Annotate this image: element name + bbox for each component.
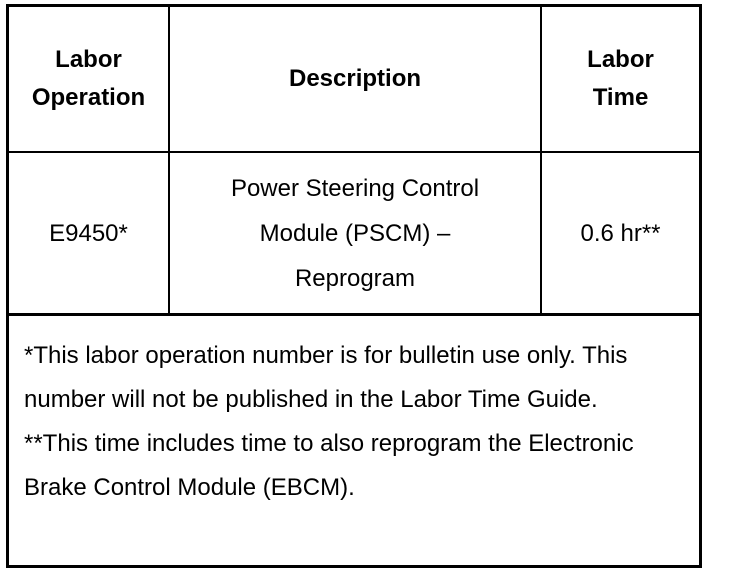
header-labor-operation-text: Labor Operation [31,46,146,111]
row-divider [9,313,699,316]
footnote: *This labor operation number is for bulletin use only. This number will not be published in the Labor Time Guide. **This time includes time to also reprogram the Electronic Brake Control Module (EBCM). [24,342,634,501]
header-labor-time-text: Labor Time [587,46,654,111]
labor-table [6,4,702,568]
labor-time-value: 0.6 hr** [580,219,661,247]
cell-description [170,153,540,313]
description-value: Power Steering Control Module (PSCM) – Reprogram [230,174,480,292]
header-labor-time [542,7,699,151]
cell-labor-time [542,153,699,313]
header-labor-operation [9,7,168,151]
labor-operation-value: E9450* [49,219,128,247]
header-description [170,7,540,151]
header-description-text: Description [288,65,422,92]
cell-labor-operation [9,153,168,313]
